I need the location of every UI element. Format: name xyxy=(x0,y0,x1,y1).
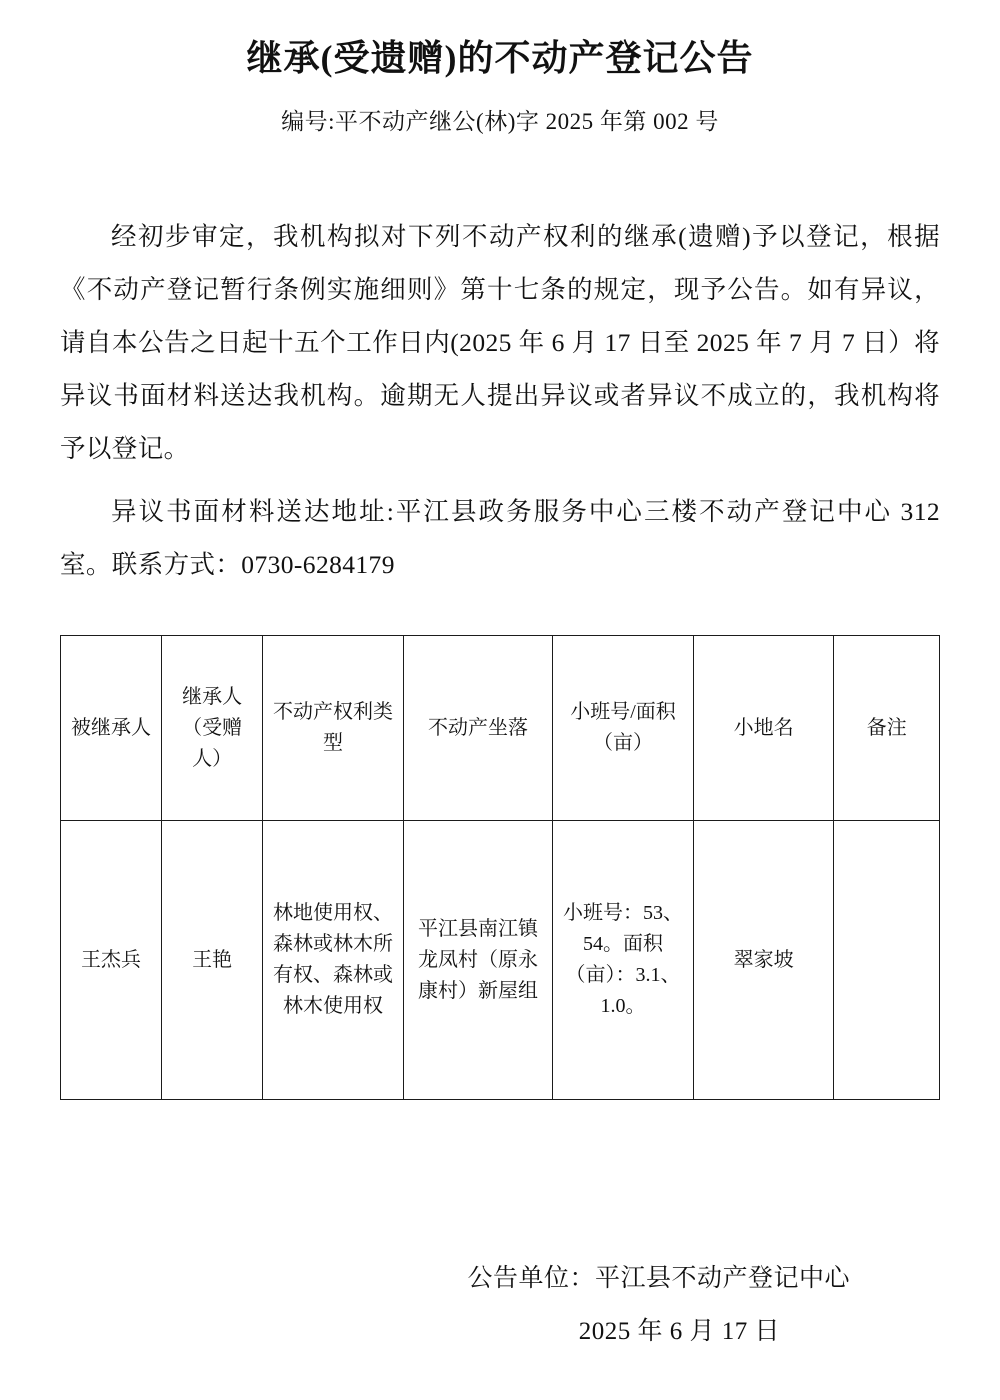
cell-place-name: 翠家坡 xyxy=(693,821,834,1100)
cell-location xyxy=(403,821,552,1100)
table-header-cell: 继承人（受赠人） xyxy=(162,636,263,821)
issue-date: 2025 年 6 月 17 日 xyxy=(578,1317,780,1345)
table-header-cell: 备注 xyxy=(834,636,940,821)
body-paragraph-1: 经初步审定，我机构拟对下列不动产权利的继承(遗赠)予以登记，根据《不动产登记暂行条例实施细则》第十七条的规定，现予公告。如有异议，请自本公告之日起十五个工作日内(2025 年 6 月 17 日至 2025 年 7 月 7 日）将异议书面材料送达我机构。逾期无人提出异议或者异议不成立的，我机构将予以登记。 xyxy=(60,222,940,464)
table-header-cell: 不动产坐落 xyxy=(403,636,552,821)
body-paragraph-2: 异议书面材料送达地址:平江县政务服务中心三楼不动产登记中心 312 室。联系方式：0730-6284179 xyxy=(60,497,940,580)
cell-remark xyxy=(834,821,940,1100)
table-header-cell: 不动产权利类型 xyxy=(263,636,404,821)
cell-plot-area xyxy=(553,821,694,1100)
table-header-cell: 小地名 xyxy=(693,636,834,821)
document-number: 编号:平不动产继公(林)字 2025 年第 002 号 xyxy=(281,109,719,134)
table-header-cell: 被继承人 xyxy=(61,636,162,821)
document-footer xyxy=(60,1253,940,1358)
cell-right-type-text: 林地使用权、森林或林木所有权、森林或林木使用权 xyxy=(272,902,393,1018)
table-header-row xyxy=(61,636,940,821)
issuing-unit: 公告单位：平江县不动产登记中心 xyxy=(467,1265,850,1292)
table-header-cell: 小班号/面积（亩） xyxy=(553,636,694,821)
cell-plot-area-text: 小班号：53、54。面积（亩）：3.1、1.0。 xyxy=(563,902,684,1018)
cell-right-type xyxy=(263,821,404,1100)
cell-location-text: 平江县南江镇龙凤村（原永康村）新屋组 xyxy=(417,917,538,1002)
cell-decedent: 王杰兵 xyxy=(61,821,162,1100)
table-row xyxy=(61,821,940,1100)
cell-heir: 王艳 xyxy=(162,821,263,1100)
page-title: 继承(受遗赠)的不动产登记公告 xyxy=(246,38,754,78)
document-body xyxy=(60,210,940,591)
registration-table xyxy=(60,635,940,1100)
